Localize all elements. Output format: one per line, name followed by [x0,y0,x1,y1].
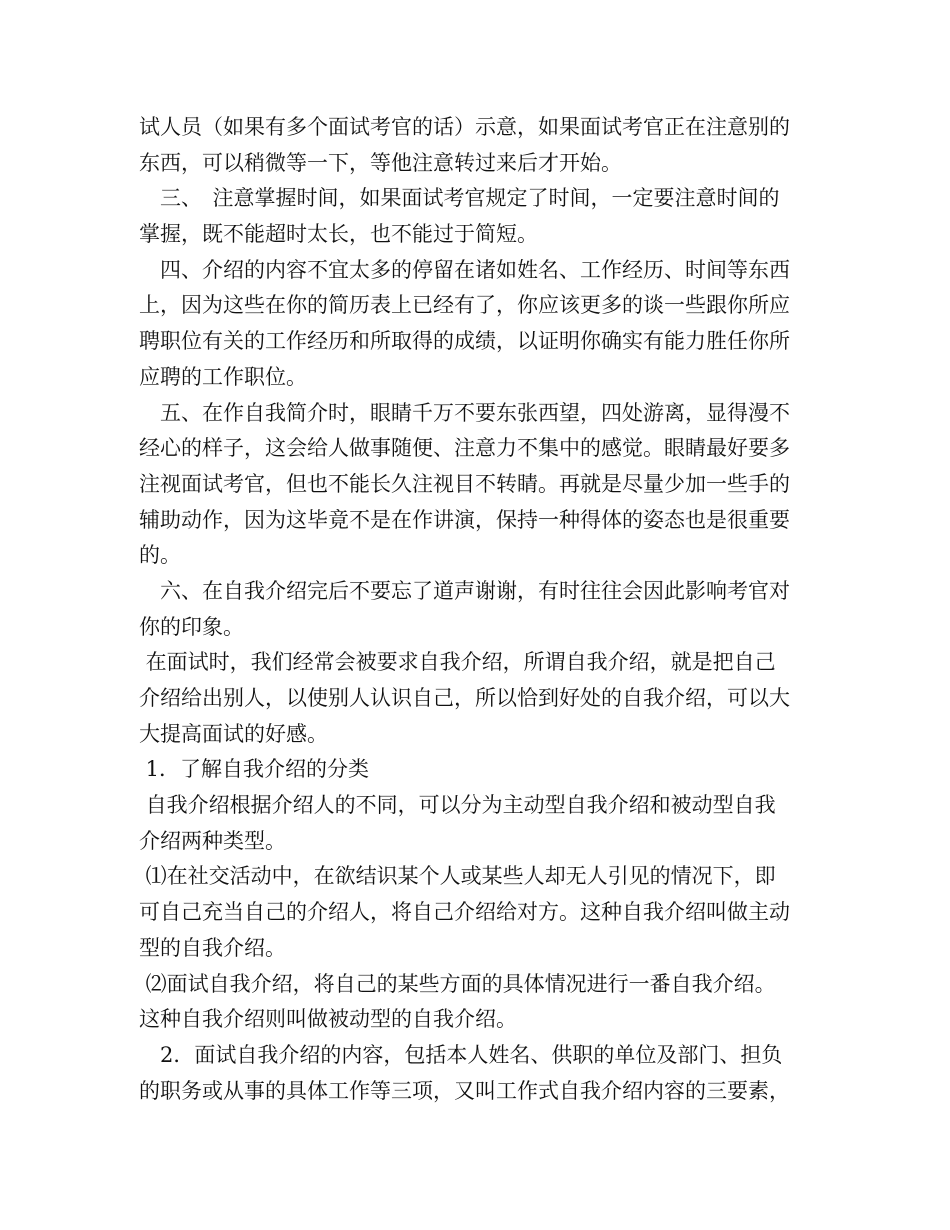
text-line: 介绍给出别人，以使别人认识自己，所以恰到好处的自我介绍，可以大 [139,686,790,710]
text-line: 注视面试考官，但也不能长久注视目不转睛。再就是尽量少加一些手的 [139,471,790,496]
text-line: 型的自我介绍。 [139,935,286,960]
text-line: ⑴在社交活动中，在欲结识某个人或某些人却无人引见的情况下，即 [139,864,776,889]
text-line: 介绍两种类型。 [139,828,286,853]
text-line: 的职务或从事的具体工作等三项，又叫工作式自我介绍内容的三要素， [139,1078,790,1103]
text-line: ⑵面试自我介绍，将自己的某些方面的具体情况进行一番自我介绍。 [139,971,776,996]
text-line: 你的印象。 [139,614,244,639]
text-line: 1．了解自我介绍的分类 [139,757,370,782]
text-line: 应聘的工作职位。 [139,364,307,389]
text-line: 在面试时，我们经常会被要求自我介绍，所谓自我介绍，就是把自己 [139,650,776,675]
text-line: 大提高面试的好感。 [139,721,328,746]
text-line: 自我介绍根据介绍人的不同，可以分为主动型自我介绍和被动型自我 [139,793,776,818]
text-line: 试人员（如果有多个面试考官的话）示意，如果面试考官正在注意别的 [139,115,790,139]
text-line: 的。 [139,543,181,568]
text-line: 可自己充当自己的介绍人，将自己介绍给对方。这种自我介绍叫做主动 [139,900,790,925]
text-line: 五、在作自我简介时，眼睛千万不要东张西望，四处游离，显得漫不 [139,400,790,425]
text-line: 这种自我介绍则叫做被动型的自我介绍。 [139,1007,517,1032]
text-line: 经心的样子，这会给人做事随便、注意力不集中的感觉。眼睛最好要多 [139,436,790,461]
text-line: 六、在自我介绍完后不要忘了道声谢谢，有时往往会因此影响考官对 [139,578,790,603]
text-line: 上，因为这些在你的简历表上已经有了，你应该更多的谈一些跟你所应 [139,293,790,318]
text-line: 掌握，既不能超时太长，也不能过于简短。 [139,222,538,247]
text-line: 东西，可以稍微等一下，等他注意转过来后才开始。 [139,150,622,175]
text-line: 聘职位有关的工作经历和所取得的成绩，以证明你确实有能力胜任你所 [139,329,790,354]
text-line: 辅助动作，因为这毕竟不是在作讲演，保持一种得体的姿态也是很重要 [139,507,790,532]
text-line: 2．面试自我介绍的内容，包括本人姓名、供职的单位及部门、担负 [139,1042,783,1067]
text-line: 四、介绍的内容不宜太多的停留在诸如姓名、工作经历、时间等东西 [139,257,790,282]
text-line: 三、 注意掌握时间，如果面试考官规定了时间，一定要注意时间的 [139,186,780,211]
document-body [139,110,819,1109]
